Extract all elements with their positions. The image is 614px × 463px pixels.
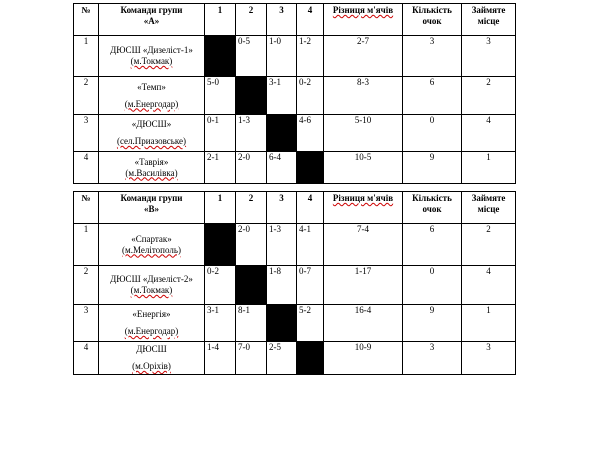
team-city: (м.Токмак) bbox=[130, 56, 173, 66]
team-city: (сел.Приазовське) bbox=[116, 136, 187, 146]
place-cell: 1 bbox=[462, 152, 516, 184]
header-team-line1: Команди групи bbox=[120, 193, 183, 203]
points-cell: 6 bbox=[403, 77, 462, 115]
goal-diff-cell: 16-4 bbox=[324, 305, 403, 342]
team-city: (м.Токмак) bbox=[130, 285, 173, 295]
header-place: Займяте місце bbox=[462, 192, 516, 224]
score-cell: 1-4 bbox=[205, 342, 236, 375]
team-name: ДЮСШ «Дизеліст-2» bbox=[110, 274, 193, 284]
row-number: 3 bbox=[74, 115, 99, 152]
points-cell: 0 bbox=[403, 115, 462, 152]
score-cell: 0-1 bbox=[205, 115, 236, 152]
header-points: Кількість очок bbox=[403, 4, 462, 36]
header-col-1: 1 bbox=[205, 4, 236, 36]
header-team-line2: «В» bbox=[143, 204, 159, 214]
score-cell: 0-2 bbox=[297, 77, 324, 115]
team-cell bbox=[99, 77, 205, 115]
header-goal-diff: Різниця м'ячів bbox=[324, 4, 403, 36]
table-row bbox=[74, 305, 516, 342]
score-cell: 1-3 bbox=[267, 224, 297, 266]
score-cell: 2-1 bbox=[205, 152, 236, 184]
row-number: 2 bbox=[74, 77, 99, 115]
goal-diff-cell: 5-10 bbox=[324, 115, 403, 152]
score-cell: 0-5 bbox=[236, 36, 267, 77]
header-row bbox=[74, 4, 516, 36]
header-team-line1: Команди групи bbox=[120, 5, 183, 15]
self-match-cell bbox=[205, 36, 236, 77]
table-row bbox=[74, 77, 516, 115]
team-name: «Темп» bbox=[137, 81, 166, 92]
team-city: (м.Енергодар) bbox=[124, 326, 179, 336]
team-city: (м.Василівка) bbox=[125, 167, 178, 178]
score-cell: 1-0 bbox=[267, 36, 297, 77]
header-col-4: 4 bbox=[297, 192, 324, 224]
score-cell: 1-2 bbox=[297, 36, 324, 77]
place-cell: 3 bbox=[462, 36, 516, 77]
team-cell bbox=[99, 342, 205, 375]
team-cell bbox=[99, 152, 205, 184]
table-row bbox=[74, 224, 516, 266]
self-match-cell bbox=[236, 77, 267, 115]
row-number: 1 bbox=[74, 36, 99, 77]
table-row bbox=[74, 36, 516, 77]
team-name: «Таврія» bbox=[134, 156, 169, 167]
goal-diff-cell: 10-5 bbox=[324, 152, 403, 184]
score-cell: 8-1 bbox=[236, 305, 267, 342]
header-place: Займяте місце bbox=[462, 4, 516, 36]
group-a-table bbox=[73, 3, 516, 184]
team-cell bbox=[99, 224, 205, 266]
score-cell: 6-4 bbox=[267, 152, 297, 184]
header-no: № bbox=[74, 4, 99, 36]
header-col-2: 2 bbox=[236, 4, 267, 36]
score-cell: 5-0 bbox=[205, 77, 236, 115]
header-col-2: 2 bbox=[236, 192, 267, 224]
header-team bbox=[99, 192, 205, 224]
self-match-cell bbox=[205, 224, 236, 266]
row-number: 4 bbox=[74, 342, 99, 375]
header-row bbox=[74, 192, 516, 224]
place-cell: 2 bbox=[462, 77, 516, 115]
score-cell: 5-2 bbox=[297, 305, 324, 342]
place-cell: 2 bbox=[462, 224, 516, 266]
score-cell: 0-7 bbox=[297, 266, 324, 305]
points-cell: 9 bbox=[403, 152, 462, 184]
score-cell: 7-0 bbox=[236, 342, 267, 375]
group-b-table bbox=[73, 191, 516, 375]
score-cell: 1-3 bbox=[236, 115, 267, 152]
team-city: (м.Мелітополь) bbox=[122, 244, 181, 255]
self-match-cell bbox=[297, 342, 324, 375]
team-name: «Спартак» bbox=[131, 233, 172, 244]
team-name: «Енергія» bbox=[132, 309, 171, 319]
header-col-3: 3 bbox=[267, 4, 297, 36]
score-cell: 3-1 bbox=[205, 305, 236, 342]
score-cell: 2-0 bbox=[236, 224, 267, 266]
header-col-1: 1 bbox=[205, 192, 236, 224]
place-cell: 1 bbox=[462, 305, 516, 342]
header-no: № bbox=[74, 192, 99, 224]
points-cell: 3 bbox=[403, 36, 462, 77]
self-match-cell bbox=[267, 305, 297, 342]
score-cell: 2-0 bbox=[236, 152, 267, 184]
score-cell: 0-2 bbox=[205, 266, 236, 305]
team-cell bbox=[99, 36, 205, 77]
goal-diff-cell: 8-3 bbox=[324, 77, 403, 115]
score-cell: 3-1 bbox=[267, 77, 297, 115]
team-cell bbox=[99, 266, 205, 305]
row-number: 1 bbox=[74, 224, 99, 266]
row-number: 4 bbox=[74, 152, 99, 184]
points-cell: 6 bbox=[403, 224, 462, 266]
score-cell: 1-8 bbox=[267, 266, 297, 305]
team-cell bbox=[99, 115, 205, 152]
header-col-3: 3 bbox=[267, 192, 297, 224]
self-match-cell bbox=[267, 115, 297, 152]
team-name: «ДЮСШ» bbox=[131, 119, 172, 129]
goal-diff-cell: 1-17 bbox=[324, 266, 403, 305]
team-city: (м.Оріхів) bbox=[132, 361, 171, 371]
place-cell: 4 bbox=[462, 115, 516, 152]
team-city: (м.Енергодар) bbox=[124, 98, 179, 109]
score-cell: 4-6 bbox=[297, 115, 324, 152]
points-cell: 9 bbox=[403, 305, 462, 342]
header-team bbox=[99, 4, 205, 36]
place-cell: 4 bbox=[462, 266, 516, 305]
header-col-4: 4 bbox=[297, 4, 324, 36]
header-goal-diff: Різниця м'ячів bbox=[324, 192, 403, 224]
team-name: ДЮСШ bbox=[136, 344, 167, 354]
goal-diff-cell: 7-4 bbox=[324, 224, 403, 266]
table-row bbox=[74, 266, 516, 305]
goal-diff-cell: 10-9 bbox=[324, 342, 403, 375]
points-cell: 0 bbox=[403, 266, 462, 305]
row-number: 3 bbox=[74, 305, 99, 342]
goal-diff-cell: 2-7 bbox=[324, 36, 403, 77]
score-cell: 4-1 bbox=[297, 224, 324, 266]
self-match-cell bbox=[236, 266, 267, 305]
place-cell: 3 bbox=[462, 342, 516, 375]
score-cell: 2-5 bbox=[267, 342, 297, 375]
team-cell bbox=[99, 305, 205, 342]
table-row bbox=[74, 115, 516, 152]
row-number: 2 bbox=[74, 266, 99, 305]
header-points: Кількість очок bbox=[403, 192, 462, 224]
table-row bbox=[74, 152, 516, 184]
self-match-cell bbox=[297, 152, 324, 184]
header-team-line2: «А» bbox=[143, 16, 160, 26]
table-row bbox=[74, 342, 516, 375]
team-name: ДЮСШ «Дизеліст-1» bbox=[110, 45, 193, 55]
points-cell: 3 bbox=[403, 342, 462, 375]
